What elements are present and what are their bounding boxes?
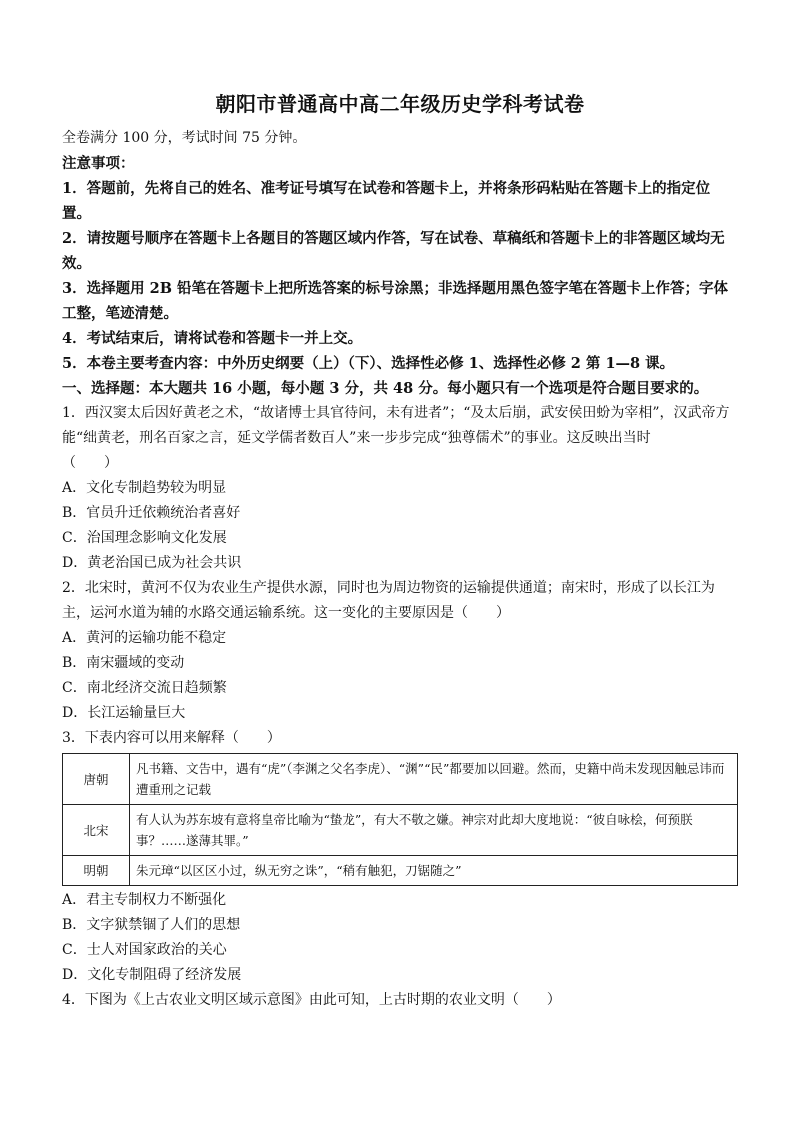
table-row — [63, 805, 738, 856]
question-2 — [62, 576, 738, 726]
question-3 — [62, 726, 738, 988]
option-d: D．长江运输量巨大 — [62, 705, 186, 721]
table-cell-dynasty: 明朝 — [63, 856, 130, 886]
option-c: C．南北经济交流日趋频繁 — [62, 680, 227, 696]
question-stem: 3．下表内容可以用来解释（ ） — [62, 730, 281, 746]
option-d: D．文化专制阻碍了经济发展 — [62, 967, 242, 983]
notes-heading: 注意事项： — [62, 155, 135, 172]
exam-title: 朝阳市普通高中高二年级历史学科考试卷 — [215, 92, 585, 116]
option-a: A．黄河的运输功能不稳定 — [62, 630, 227, 646]
question-stem: 4．下图为《上古农业文明区域示意图》由此可知，上古时期的农业文明（ ） — [62, 992, 561, 1008]
section-heading: 一、选择题：本大题共 16 小题，每小题 3 分，共 48 分。每小题只有一个选项是符合题目要求的。 — [62, 380, 709, 397]
option-d: D．黄老治国已成为社会共识 — [62, 555, 242, 571]
table-cell-content: 朱元璋“以区区小过，纵无穷之诛”，“稍有触犯，刀锯随之” — [130, 856, 738, 886]
question-stem: 1．西汉窦太后因好黄老之术，“故诸博士具官待问，未有进者”；“及太后崩，武安侯田蚡为宰相”，汉武帝方能“绌黄老，刑名百家之言，延文学儒者数百人”来一步步完成“独尊儒术”的事业。这反映出当时 — [62, 405, 730, 446]
option-c: C．士人对国家政治的关心 — [62, 942, 227, 958]
option-b: B．南宋疆域的变动 — [62, 655, 185, 671]
option-a: A．君主专制权力不断强化 — [62, 892, 227, 908]
option-a: A．文化专制趋势较为明显 — [62, 480, 227, 496]
note-item: 2．请按题号顺序在答题卡上各题目的答题区域内作答，写在试卷、草稿纸和答题卡上的非答题区域均无效。 — [62, 230, 725, 272]
table-row — [63, 754, 738, 805]
note-item: 1．答题前，先将自己的姓名、准考证号填写在试卷和答题卡上，并将条形码粘贴在答题卡上的指定位置。 — [62, 180, 711, 222]
table-cell-content: 凡书籍、文告中，遇有“虎”（李渊之父名李虎）、“渊”“民”都要加以回避。然而，史籍中尚未发现因触忌讳而遭重刑之记载 — [130, 754, 738, 805]
table-row — [63, 856, 738, 886]
table-cell-dynasty: 唐朝 — [63, 754, 130, 805]
option-b: B．文字狱禁锢了人们的思想 — [62, 917, 241, 933]
note-item: 5．本卷主要考查内容：中外历史纲要（上）（下）、选择性必修 1、选择性必修 2 第 1—8 课。 — [62, 355, 675, 372]
note-item: 4．考试结束后，请将试卷和答题卡一并上交。 — [62, 330, 363, 347]
question-stem: 2．北宋时，黄河不仅为农业生产提供水源，同时也为周边物资的运输提供通道；南宋时，形成了以长江为主，运河水道为辅的水路交通运输系统。这一变化的主要原因是（ ） — [62, 580, 715, 621]
table-cell-dynasty: 北宋 — [63, 805, 130, 856]
option-c: C．治国理念影响文化发展 — [62, 530, 227, 546]
question-4 — [62, 988, 738, 1013]
table-cell-content: 有人认为苏东坡有意将皇帝比喻为“蛰龙”，有大不敬之嫌。神宗对此却大度地说：“彼自咏桧，何预朕事？……遂薄其罪。” — [130, 805, 738, 856]
dynasty-table — [62, 753, 738, 886]
exam-info: 全卷满分 100 分，考试时间 75 分钟。 — [62, 130, 307, 146]
answer-blank: （ ） — [62, 455, 118, 471]
option-b: B．官员升迁依赖统治者喜好 — [62, 505, 241, 521]
question-1 — [62, 401, 738, 576]
exam-page — [62, 88, 738, 1013]
note-item: 3．选择题用 2B 铅笔在答题卡上把所选答案的标号涂黑；非选择题用黑色签字笔在答题卡上作答；字体工整，笔迹清楚。 — [62, 280, 729, 322]
